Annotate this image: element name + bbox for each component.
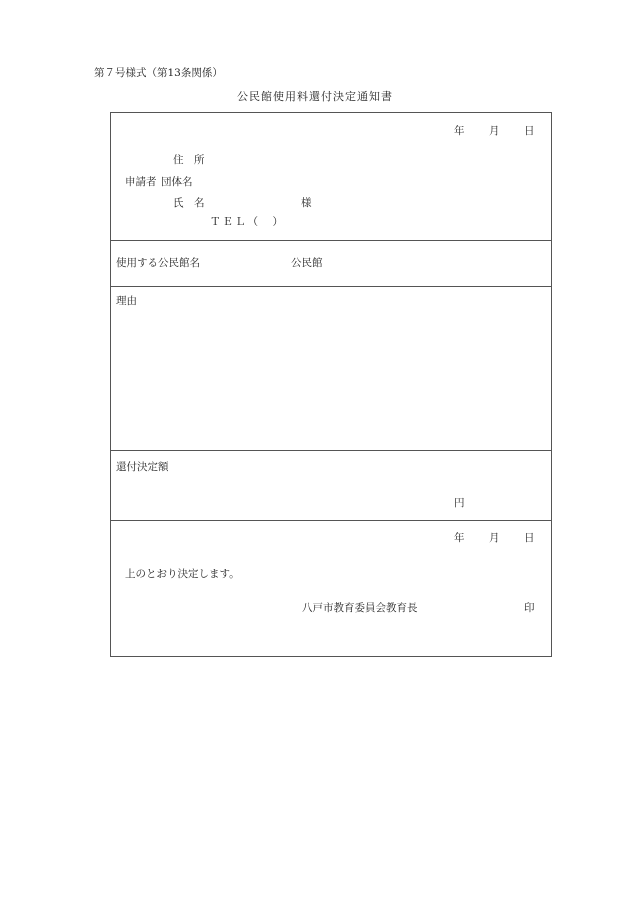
application-date-day: 日 xyxy=(524,125,535,137)
section-divider xyxy=(111,286,551,287)
section-divider xyxy=(111,520,551,521)
address-label: 住 所 xyxy=(173,154,205,166)
decision-date-month: 月 xyxy=(489,532,500,544)
decision-date-year: 年 xyxy=(454,532,465,544)
refund-amount-label: 還付決定額 xyxy=(116,461,169,473)
application-date-year: 年 xyxy=(454,125,465,137)
reason-label: 理由 xyxy=(116,295,137,307)
decision-statement: 上のとおり決定します。 xyxy=(125,568,240,580)
decision-date-day: 日 xyxy=(524,532,535,544)
name-label: 氏 名 xyxy=(173,197,205,209)
application-date-month: 月 xyxy=(489,125,500,137)
facility-suffix-label: 公民館 xyxy=(291,257,323,269)
seal-mark: 印 xyxy=(524,602,535,614)
applicant-label: 申請者 xyxy=(125,176,157,188)
document-title: 公民館使用料還付決定通知書 xyxy=(237,90,393,103)
honorific-label: 様 xyxy=(301,197,312,209)
yen-unit-label: 円 xyxy=(454,497,465,509)
facility-name-label: 使用する公民館名 xyxy=(116,257,200,269)
form-number-label: 第７号様式（第13条関係） xyxy=(94,67,223,79)
issuer-title: 八戸市教育委員会教育長 xyxy=(302,602,418,614)
tel-label: ＴＥＬ（ ） xyxy=(210,216,285,228)
section-divider xyxy=(111,450,551,451)
group-name-label: 団体名 xyxy=(161,176,193,188)
section-divider xyxy=(111,240,551,241)
